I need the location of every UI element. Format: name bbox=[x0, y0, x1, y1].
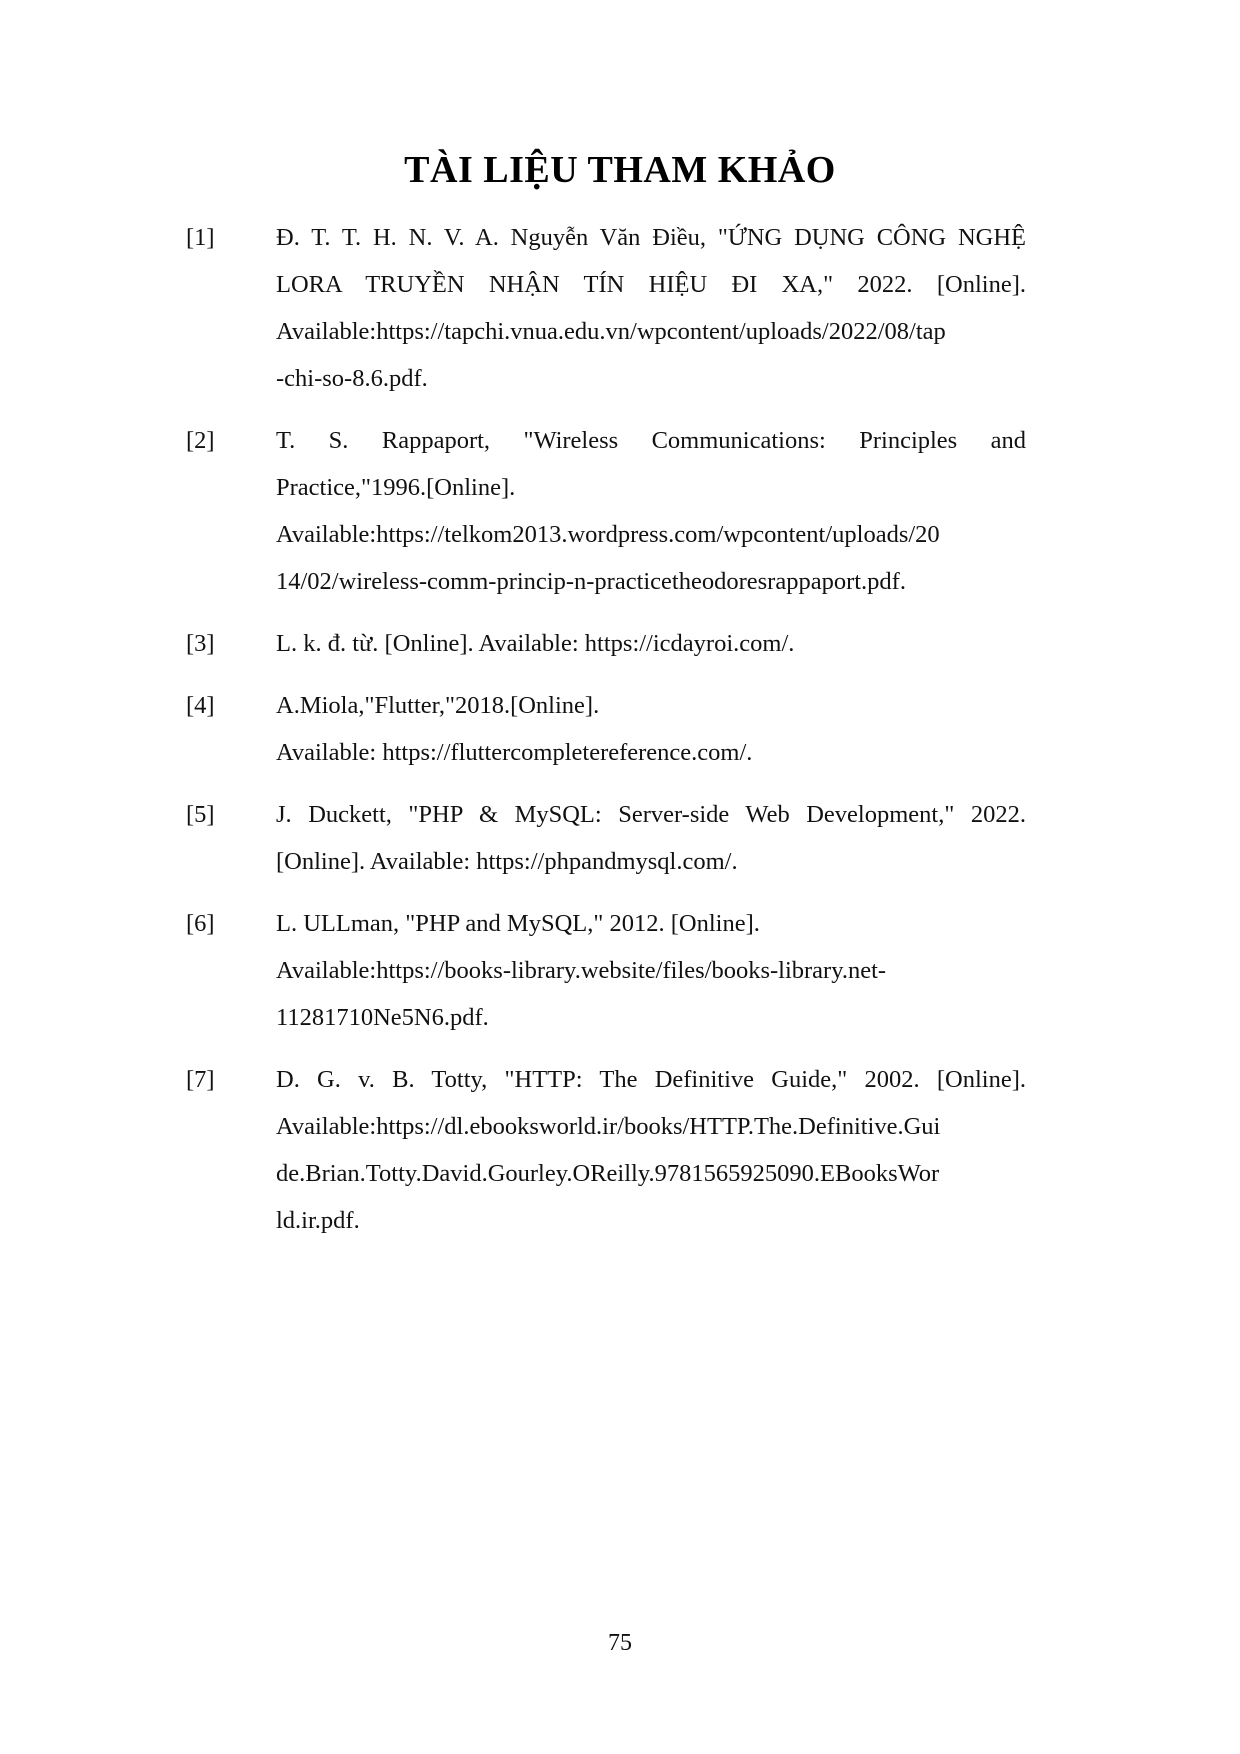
reference-line: LORA TRUYỀN NHẬN TÍN HIỆU ĐI XA," 2022. [Online]. bbox=[276, 271, 1026, 298]
reference-line: ld.ir.pdf. bbox=[276, 1207, 360, 1234]
reference-item bbox=[186, 900, 1026, 1041]
reference-line: T. S. Rappaport, "Wireless Communications: Principles and bbox=[276, 427, 1026, 454]
reference-item bbox=[186, 1056, 1026, 1244]
reference-list bbox=[186, 214, 1026, 1259]
reference-number: [6] bbox=[186, 910, 215, 937]
reference-link-text: Available:https://books-library.website/files/books-library.net- bbox=[276, 957, 887, 984]
reference-number: [3] bbox=[186, 630, 215, 657]
reference-line: J. Duckett, "PHP & MySQL: Server-side Web Development," 2022. bbox=[276, 801, 1026, 828]
reference-number: [1] bbox=[186, 224, 215, 251]
reference-line: D. G. v. B. Totty, "HTTP: The Definitive Guide," 2002. [Online]. bbox=[276, 1066, 1026, 1093]
reference-link-text: Available:https://telkom2013.wordpress.com/wpcontent/uploads/20 bbox=[276, 521, 940, 548]
reference-link-text: [Online]. Available: https://phpandmysql.com/. bbox=[276, 848, 738, 875]
reference-number: [7] bbox=[186, 1066, 215, 1093]
reference-line: de.Brian.Totty.David.Gourley.OReilly.9781565925090.EBooksWor bbox=[276, 1160, 940, 1187]
reference-item bbox=[186, 214, 1026, 402]
reference-number: [2] bbox=[186, 427, 215, 454]
reference-line: Practice,"1996.[Online]. bbox=[276, 474, 516, 501]
reference-line: L. k. đ. từ. [Online]. Available: https://icdayroi.com/. bbox=[276, 630, 795, 657]
reference-line: 11281710Ne5N6.pdf. bbox=[276, 1004, 489, 1031]
reference-link-text: Available: https://fluttercompletereference.com/. bbox=[276, 739, 753, 766]
reference-item bbox=[186, 620, 1026, 667]
page-title: TÀI LIỆU THAM KHẢO bbox=[404, 149, 836, 191]
page-number: 75 bbox=[608, 1630, 632, 1656]
reference-line: Đ. T. T. H. N. V. A. Nguyễn Văn Điều, "ỨNG DỤNG CÔNG NGHỆ bbox=[276, 224, 1026, 251]
reference-item bbox=[186, 682, 1026, 776]
reference-number: [5] bbox=[186, 801, 215, 828]
reference-line: L. ULLman, "PHP and MySQL," 2012. [Online]. bbox=[276, 910, 760, 937]
reference-number: [4] bbox=[186, 692, 215, 719]
reference-item bbox=[186, 417, 1026, 605]
reference-link-text: Available:https://dl.ebooksworld.ir/books/HTTP.The.Definitive.Gui bbox=[276, 1113, 941, 1140]
reference-item bbox=[186, 791, 1026, 885]
reference-link-text: Available:https://tapchi.vnua.edu.vn/wpcontent/uploads/2022/08/tap bbox=[276, 318, 946, 345]
reference-line: 14/02/wireless-comm-princip-n-practicetheodoresrappaport.pdf. bbox=[276, 568, 906, 595]
reference-line: A.Miola,"Flutter,"2018.[Online]. bbox=[276, 692, 600, 719]
reference-line: -chi-so-8.6.pdf. bbox=[276, 365, 428, 392]
